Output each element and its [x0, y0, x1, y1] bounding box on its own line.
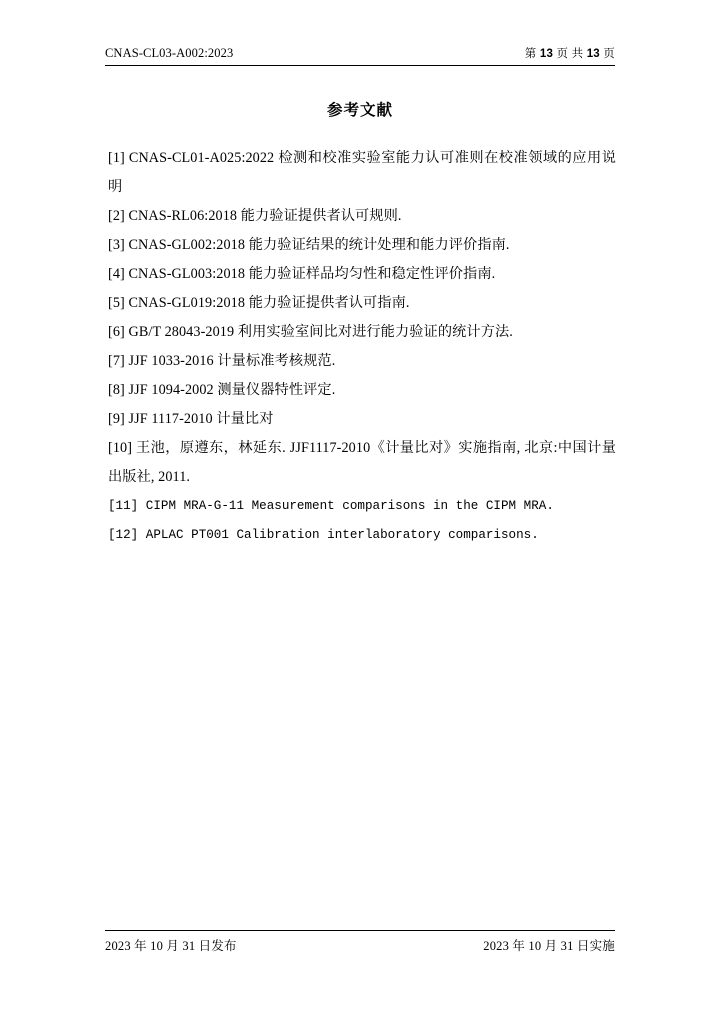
issue-date: 2023 年 10 月 31 日发布: [105, 939, 237, 953]
page-label-middle: 页 共: [556, 48, 584, 60]
document-code: CNAS-CL03-A002:2023: [105, 46, 234, 60]
page-number: [525, 45, 615, 61]
list-item: [6] GB/T 28043-2019 利用实验室间比对进行能力验证的统计方法.: [108, 324, 513, 340]
page-current: 13: [539, 48, 554, 60]
page-label-suffix: 页: [603, 48, 615, 60]
reference-list: [108, 144, 616, 550]
page-total: 13: [586, 48, 600, 60]
page-label-prefix: 第: [524, 48, 537, 60]
page-title: 参考文献: [326, 102, 393, 119]
list-item: [2] CNAS-RL06:2018 能力验证提供者认可规则.: [108, 208, 402, 224]
list-item: [4] CNAS-GL003:2018 能力验证样品均匀性和稳定性评价指南.: [108, 266, 496, 282]
list-item: [7] JJF 1033-2016 计量标准考核规范.: [108, 353, 336, 369]
list-item: [12] APLAC PT001 Calibration interlaboratory comparisons.: [108, 528, 539, 542]
effective-date: 2023 年 10 月 31 日实施: [483, 939, 615, 953]
list-item: [11] CIPM MRA-G-11 Measurement comparisons in the CIPM MRA.: [108, 499, 554, 513]
list-item: [3] CNAS-GL002:2018 能力验证结果的统计处理和能力评价指南.: [108, 237, 510, 253]
page-footer: [105, 930, 615, 954]
list-item: [5] CNAS-GL019:2018 能力验证提供者认可指南.: [108, 295, 410, 311]
page-header: [105, 45, 615, 66]
list-item: [10] 王池，原遵东，林延东. JJF1117-2010《计量比对》实施指南, 北京:中国计量出版社, 2011.: [108, 440, 616, 485]
list-item: [8] JJF 1094-2002 测量仪器特性评定.: [108, 382, 336, 398]
list-item: [1] CNAS-CL01-A025:2022 检测和校准实验室能力认可准则在校准领域的应用说明: [108, 150, 616, 195]
list-item: [9] JJF 1117-2010 计量比对: [108, 411, 274, 427]
